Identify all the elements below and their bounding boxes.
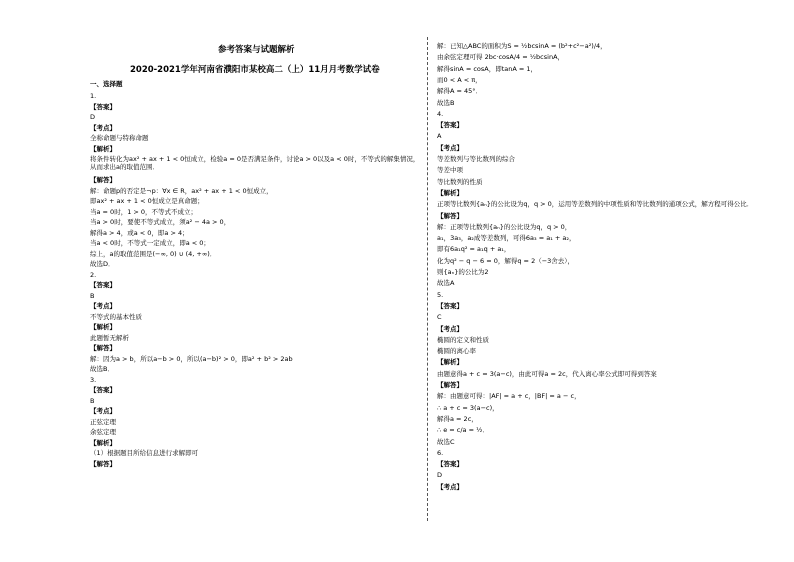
text-line: 【解析】 bbox=[90, 144, 116, 153]
text-line: 2. bbox=[90, 270, 97, 279]
text-line: 由余弦定理可得 2bc·cosA/4 = ½bcsinA， bbox=[437, 53, 565, 62]
text-line: 解：由题意可得：|AF| = a + c，|BF| = a − c， bbox=[437, 392, 581, 401]
text-line: 【考点】 bbox=[437, 143, 463, 152]
text-line: 故选D． bbox=[90, 260, 115, 268]
exam-title: 2020-2021学年河南省濮阳市某校高二（上）11月月考数学试卷 bbox=[130, 65, 380, 75]
text-line: C bbox=[437, 313, 442, 322]
text-line: 【答案】 bbox=[437, 301, 463, 310]
right-column bbox=[427, 0, 794, 562]
text-line: 【答案】 bbox=[90, 386, 116, 394]
text-line: 当a < 0时，不等式一定成立，即a < 0； bbox=[90, 239, 210, 247]
text-line: 【答案】 bbox=[90, 102, 116, 111]
text-line: 【解析】 bbox=[90, 438, 116, 447]
answer-title: 参考答案与试题解析 bbox=[218, 45, 295, 55]
text-line: ∴ e = c/a = ½． bbox=[437, 426, 489, 435]
text-line: 等差中项 bbox=[437, 166, 463, 175]
text-line: 全称命题与特称命题 bbox=[90, 134, 149, 142]
text-line: 不等式的基本性质 bbox=[90, 312, 142, 321]
text-line: 故选C bbox=[437, 437, 455, 446]
text-line: 【考点】 bbox=[90, 123, 116, 132]
text-line: 【解答】 bbox=[437, 381, 463, 389]
text-line: 1. bbox=[90, 92, 97, 100]
text-line: 椭圆的定义和性质 bbox=[437, 335, 489, 344]
text-line: 解得sinA = cosA，即tanA = 1， bbox=[437, 64, 538, 73]
text-line: 【解析】 bbox=[437, 188, 463, 197]
text-line: 故选B． bbox=[90, 365, 114, 373]
text-line: 【解答】 bbox=[437, 211, 463, 220]
text-line: 当a > 0时，要使不等式成立，须a² − 4a > 0， bbox=[90, 218, 231, 226]
text-line: 【解答】 bbox=[90, 344, 116, 352]
text-line: 正弦定理 bbox=[90, 417, 116, 426]
text-line: 3. bbox=[90, 375, 97, 384]
text-line: 解：正项等比数列{aₙ}的公比设为q，q > 0， bbox=[437, 222, 572, 231]
text-line: 6. bbox=[437, 448, 444, 457]
text-line: 【答案】 bbox=[437, 121, 463, 130]
text-line: 将条件转化为ax² + ax + 1 < 0恒成立，检验a = 0是否满足条件，讨论a > 0以及a < 0时，不等式的解集情况，从而求出a的取值范围． bbox=[90, 155, 420, 171]
text-line: 等差数列与等比数列的综合 bbox=[437, 155, 515, 163]
text-line: 【考点】 bbox=[90, 302, 116, 310]
text-line: 故选A bbox=[437, 279, 455, 288]
text-line: 【解析】 bbox=[90, 323, 116, 331]
text-line: A bbox=[437, 132, 442, 141]
text-line: B bbox=[90, 291, 95, 300]
text-line: 故选B bbox=[437, 98, 455, 107]
text-line: 【考点】 bbox=[437, 482, 463, 491]
section-heading: 一、选择题 bbox=[90, 80, 123, 88]
text-line: 【解析】 bbox=[437, 358, 463, 367]
text-line: 椭圆的离心率 bbox=[437, 347, 476, 356]
text-line: 解：已知△ABC的面积为S = ½bcsinA = (b²+c²−a²)/4， bbox=[437, 42, 607, 50]
text-line: 余弦定理 bbox=[90, 428, 116, 436]
text-line: 而0 < A < π， bbox=[437, 75, 482, 84]
text-line: 4. bbox=[437, 109, 444, 118]
text-line: 【解答】 bbox=[90, 459, 116, 468]
text-line: 【考点】 bbox=[90, 407, 116, 415]
text-line: ∴ a + c = 3(a−c)， bbox=[437, 403, 499, 412]
text-line: 解：命题p的否定是¬p：∀x ∈ R，ax² + ax + 1 < 0恒成立， bbox=[90, 186, 273, 195]
text-line: a₁，3a₃，a₂成等差数列，可得6a₃ = a₁ + a₂， bbox=[437, 234, 576, 243]
text-line: 解得a = 2c， bbox=[437, 414, 478, 423]
text-line: 综上，a的取值范围是(−∞, 0) ∪ (4, +∞)． bbox=[90, 249, 217, 258]
text-line: 当a = 0时，1 > 0，不等式不成立； bbox=[90, 207, 198, 216]
text-line: D bbox=[90, 113, 96, 121]
text-line: 5. bbox=[437, 290, 444, 299]
text-line: 即ax² + ax + 1 < 0恒成立是真命题； bbox=[90, 197, 204, 205]
text-line: 【答案】 bbox=[90, 281, 116, 289]
text-line: B bbox=[90, 396, 95, 405]
text-line: 此题暂无解析 bbox=[90, 333, 129, 342]
text-line: D bbox=[437, 471, 443, 480]
text-line: 解：因为a > b，所以a−b > 0，所以(a−b)² > 0，即a² + b² > 2ab bbox=[90, 354, 293, 363]
text-line: 等比数列的性质 bbox=[437, 177, 483, 186]
text-line: 【考点】 bbox=[437, 324, 463, 333]
text-line: 则{aₙ}的公比为2 bbox=[437, 268, 489, 276]
text-line: 由题意得a + c = 3(a−c)，由此可得a = 2c，代入离心率公式即可得到答案 bbox=[437, 369, 657, 378]
text-line: 【答案】 bbox=[437, 460, 463, 469]
text-line: 解得a > 4，或a < 0，即a > 4； bbox=[90, 228, 189, 237]
text-line: （1）根据题目所给信息进行求解即可 bbox=[90, 449, 199, 457]
text-line: 解得A = 45°． bbox=[437, 87, 483, 96]
text-line: 化为q² − q − 6 = 0，解得q = 2（−3舍去）， bbox=[437, 256, 575, 265]
text-line: 正项等比数列{aₙ}的公比设为q，q > 0，运用等差数列的中项性质和等比数列的通项公式，解方程可得公比． bbox=[437, 200, 754, 209]
text-line: 即有6a₁q² = a₁q + a₁， bbox=[437, 245, 511, 254]
text-line: 【解答】 bbox=[90, 176, 116, 184]
